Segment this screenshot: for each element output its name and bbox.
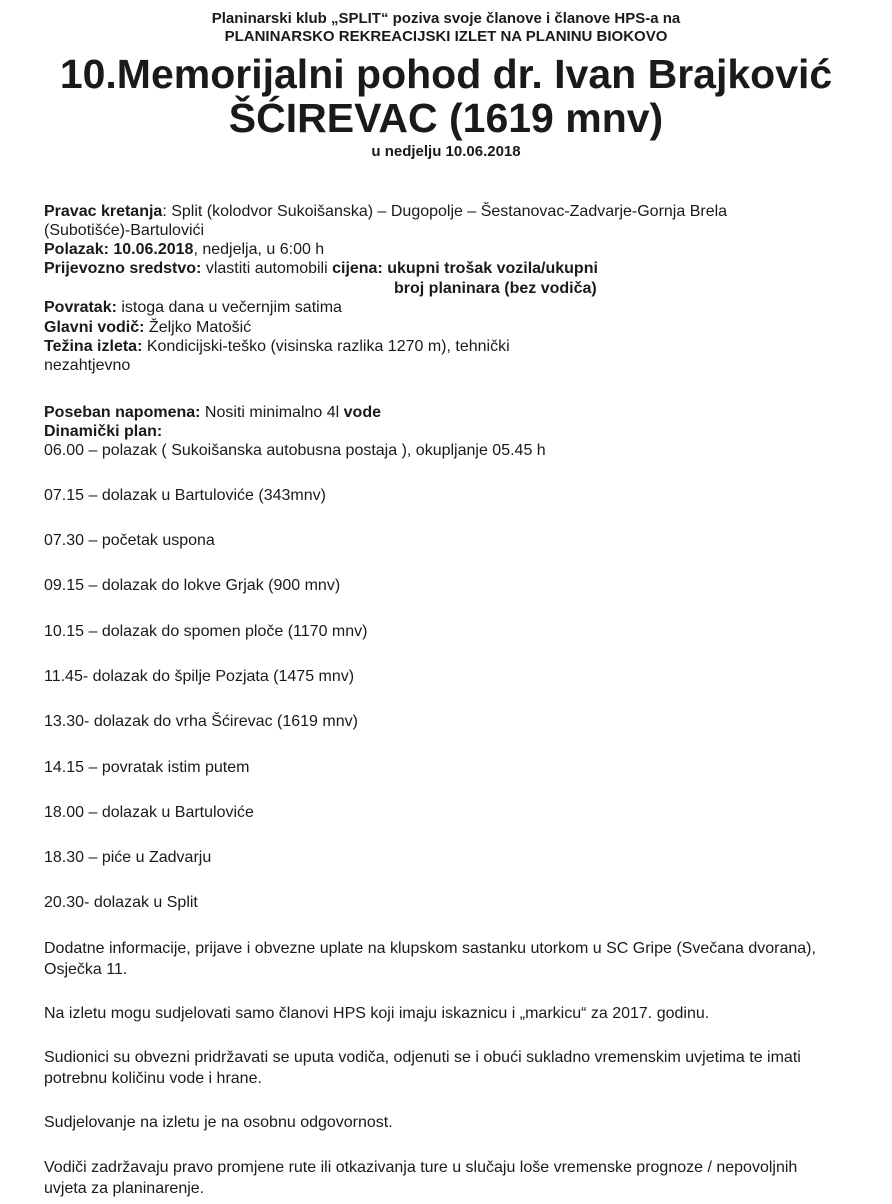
note-bold: vode (343, 404, 381, 421)
note-paragraph: Vodiči zadržavaju pravo promjene rute ili otkazivanja ture u slučaju loše vremenske prognoze / nepovoljnih uvjeta za planinarenje. (44, 1159, 798, 1197)
note-paragraph: Sudjelovanje na izletu je na osobnu odgovornost. (44, 1114, 393, 1131)
route-line (44, 202, 727, 221)
schedule-item: 14.15 – povratak istim putem (44, 759, 250, 776)
schedule-item: 18.30 – piće u Zadvarju (44, 849, 212, 866)
difficulty-line-2: nezahtjevno (44, 357, 131, 374)
route-line-2: (Subotišće)-Bartulovići (44, 222, 205, 239)
note-value: Nositi minimalno 4l (200, 404, 344, 421)
schedule-item: 11.45- dolazak do špilje Pozjata (1475 mnv) (44, 668, 355, 685)
header-invitation: Planinarski klub „SPLIT“ poziva svoje članove i članove HPS-a na (211, 10, 681, 27)
price-label: cijena: ukupni trošak vozila/ukupni (332, 260, 598, 277)
note-paragraph: Sudionici su obvezni pridržavati se uputa vodiča, odjenuti se i obući sukladno vremenskim uvjetima te imati potrebnu količinu vode i hrane. (44, 1049, 801, 1087)
price-label-continued: broj planinara (bez vodiča) (394, 280, 597, 297)
schedule-item: 10.15 – dolazak do spomen ploče (1170 mnv) (44, 623, 368, 640)
header-date: u nedjelju 10.06.2018 (371, 143, 521, 160)
title-peak: ŠĆIREVAC (1619 mnv) (228, 95, 664, 141)
transport-value: vlastiti automobili (201, 260, 333, 277)
schedule-item: 20.30- dolazak u Split (44, 894, 198, 911)
departure-value: , nedjelja, u 6:00 h (193, 241, 325, 258)
return-line (44, 298, 342, 317)
departure-label: Polazak: 10.06.2018 (44, 241, 194, 258)
schedule-item: 09.15 – dolazak do lokve Grjak (900 mnv) (44, 577, 341, 594)
difficulty-label: Težina izleta: (44, 338, 143, 355)
guide-value: Željko Matošić (144, 319, 252, 336)
difficulty-line (44, 337, 510, 356)
header-event-type: PLANINARSKO REKREACIJSKI IZLET NA PLANINU BIOKOVO (224, 28, 668, 45)
schedule-item: 13.30- dolazak do vrha Šćirevac (1619 mnv) (44, 713, 358, 730)
transport-label: Prijevozno sredstvo: (44, 260, 202, 277)
transport-line (44, 259, 598, 278)
schedule-item: 07.15 – dolazak u Bartuloviće (343mnv) (44, 487, 326, 504)
title-memorial-hike: 10.Memorijalni pohod dr. Ivan Brajković (59, 51, 833, 97)
guide-label: Glavni vodič: (44, 319, 145, 336)
note-line (44, 403, 381, 422)
difficulty-value: Kondicijski-teško (visinska razlika 1270 m), tehnički (142, 338, 510, 355)
note-label: Poseban napomena: (44, 404, 201, 421)
return-label: Povratak: (44, 299, 117, 316)
guide-line (44, 318, 251, 337)
plan-label: Dinamički plan: (44, 423, 163, 440)
schedule-item: 18.00 – dolazak u Bartuloviće (44, 804, 254, 821)
return-value: istoga dana u večernjim satima (116, 299, 342, 316)
schedule-item: 07.30 – početak uspona (44, 532, 215, 549)
route-label: Pravac kretanja (44, 203, 163, 220)
departure-line (44, 240, 324, 259)
route-value: : Split (kolodvor Sukoišanska) – Dugopolje – Šestanovac-Zadvarje-Gornja Brela (162, 203, 728, 220)
note-paragraph: Na izletu mogu sudjelovati samo članovi HPS koji imaju iskaznicu i „markicu“ za 2017. godinu. (44, 1005, 710, 1022)
schedule-item: 06.00 – polazak ( Sukoišanska autobusna postaja ), okupljanje 05.45 h (44, 442, 546, 459)
note-paragraph: Dodatne informacije, prijave i obvezne uplate na klupskom sastanku utorkom u SC Gripe (Svečana dvorana), Osječka 11. (44, 940, 816, 978)
